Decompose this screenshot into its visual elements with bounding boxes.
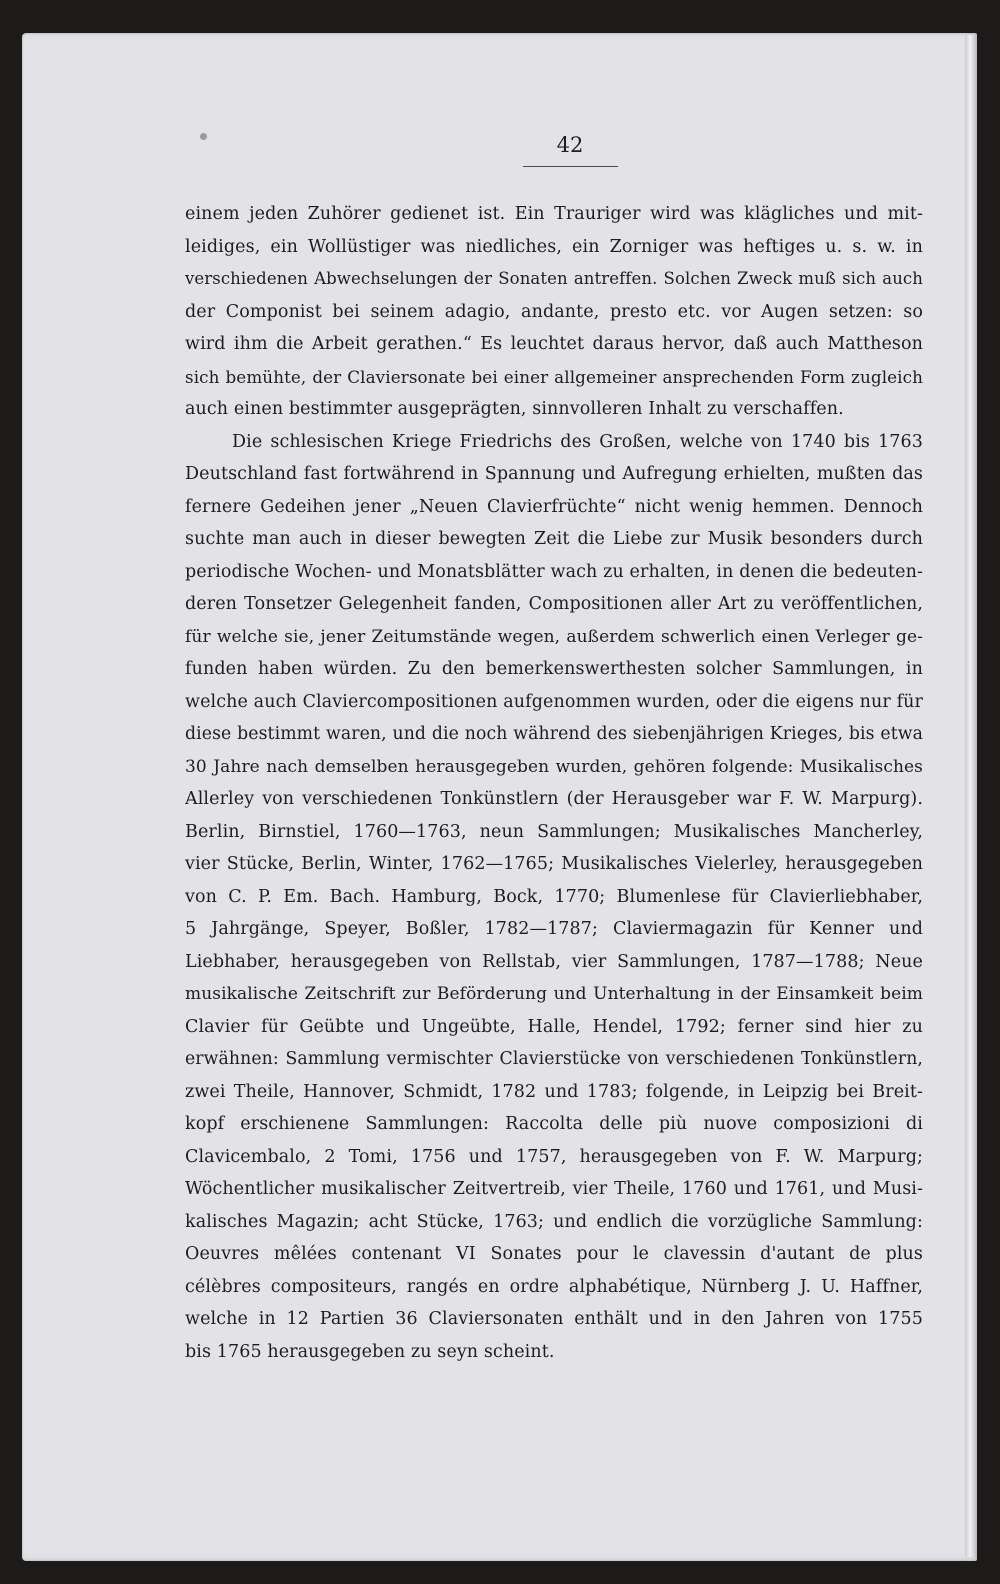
- page-number: 42: [556, 133, 584, 157]
- text-line: erwähnen: Sammlung vermischter Clavierstücke von verschiedenen Tonkünstlern,: [185, 1049, 923, 1069]
- text-line: von C. P. Em. Bach. Hamburg, Bock, 1770; Blumenlese für Clavierliebhaber,: [185, 886, 923, 907]
- text-line: Deutschland fast fortwährend in Spannung und Aufregung erhielten, mußten das: [185, 464, 923, 484]
- text-line: Clavicembalo, 2 Tomi, 1756 und 1757, herausgegeben von F. W. Marpurg;: [185, 1146, 923, 1167]
- text-line: 5 Jahrgänge, Speyer, Boßler, 1782—1787; Claviermagazin für Kenner und: [185, 919, 923, 939]
- text-line: periodische Wochen- und Monatsblätter wach zu erhalten, in denen die bedeuten-: [185, 561, 923, 582]
- page-number-rule: [523, 166, 618, 167]
- ink-spot: [200, 133, 207, 140]
- text-line: diese bestimmt waren, und die noch während des siebenjährigen Krieges, bis etwa: [185, 724, 923, 744]
- text-line: wird ihm die Arbeit gerathen.“ Es leuchtet daraus hervor, daß auch Mattheson: [185, 334, 923, 354]
- body-text: [185, 198, 923, 1368]
- text-line: Wöchentlicher musikalischer Zeitvertreib, vier Theile, 1760 und 1761, und Musi-: [185, 1179, 923, 1199]
- text-line: Allerley von verschiedenen Tonkünstlern (der Herausgeber war F. W. Marpurg).: [185, 789, 923, 809]
- text-line: Berlin, Birnstiel, 1760—1763, neun Sammlungen; Musikalisches Mancherley,: [185, 821, 923, 842]
- text-line: funden haben würden. Zu den bemerkenswerthesten solcher Sammlungen, in: [185, 659, 923, 679]
- text-line: kalisches Magazin; acht Stücke, 1763; und endlich die vorzügliche Sammlung:: [185, 1211, 923, 1232]
- text-line: zwei Theile, Hannover, Schmidt, 1782 und 1783; folgende, in Leipzig bei Breit-: [185, 1081, 923, 1102]
- text-line: célèbres compositeurs, rangés en ordre alphabétique, Nürnberg J. U. Haffner,: [185, 1276, 923, 1297]
- page-edge: [965, 35, 977, 1557]
- text-line: welche in 12 Partien 36 Claviersonaten enthält und in den Jahren von 1755: [185, 1309, 923, 1329]
- text-line: sich bemühte, der Claviersonate bei einer allgemeiner ansprechenden Form zugleich: [185, 366, 923, 387]
- text-line: musikalische Zeitschrift zur Beförderung und Unterhaltung in der Einsamkeit beim: [185, 984, 923, 1004]
- text-line: deren Tonsetzer Gelegenheit fanden, Compositionen aller Art zu veröffentlichen,: [185, 594, 923, 614]
- text-line: fernere Gedeihen jener „Neuen Clavierfrüchte“ nicht wenig hemmen. Dennoch: [185, 496, 923, 517]
- text-line: welche auch Claviercompositionen aufgenommen wurden, oder die eigens nur für: [185, 691, 923, 712]
- text-line: vier Stücke, Berlin, Winter, 1762—1765; Musikalisches Vielerley, herausgegeben: [185, 854, 923, 874]
- text-line: der Componist bei seinem adagio, andante, presto etc. vor Augen setzen: so: [185, 301, 923, 322]
- text-line: einem jeden Zuhörer gedienet ist. Ein Trauriger wird was klägliches und mit-: [185, 204, 923, 224]
- text-line: leidiges, ein Wollüstiger was niedliches, ein Zorniger was heftiges u. s. w. in: [185, 236, 923, 257]
- text-line: Clavier für Geübte und Ungeübte, Halle, Hendel, 1792; ferner sind hier zu: [185, 1016, 923, 1037]
- text-line: auch einen bestimmter ausgeprägten, sinnvolleren Inhalt zu verschaffen.: [185, 399, 844, 419]
- text-line: kopf erschienene Sammlungen: Raccolta delle più nuove composizioni di: [185, 1114, 923, 1134]
- text-line: 30 Jahre nach demselben herausgegeben wurden, gehören folgende: Musikalisches: [185, 756, 923, 777]
- text-line: suchte man auch in dieser bewegten Zeit die Liebe zur Musik besonders durch: [185, 529, 923, 549]
- text-line: für welche sie, jener Zeitumstände wegen, außerdem schwerlich einen Verleger ge-: [185, 626, 923, 647]
- text-line: bis 1765 herausgegeben zu seyn scheint.: [185, 1341, 555, 1362]
- text-line: Liebhaber, herausgegeben von Rellstab, vier Sammlungen, 1787—1788; Neue: [185, 951, 923, 972]
- paragraph-first-line: Die schlesischen Kriege Friedrichs des Großen, welche von 1740 bis 1763: [232, 431, 923, 452]
- text-line: Oeuvres mêlées contenant VI Sonates pour le clavessin d'autant de plus: [185, 1244, 923, 1264]
- text-line: verschiedenen Abwechselungen der Sonaten antreffen. Solchen Zweck muß sich auch: [185, 269, 923, 288]
